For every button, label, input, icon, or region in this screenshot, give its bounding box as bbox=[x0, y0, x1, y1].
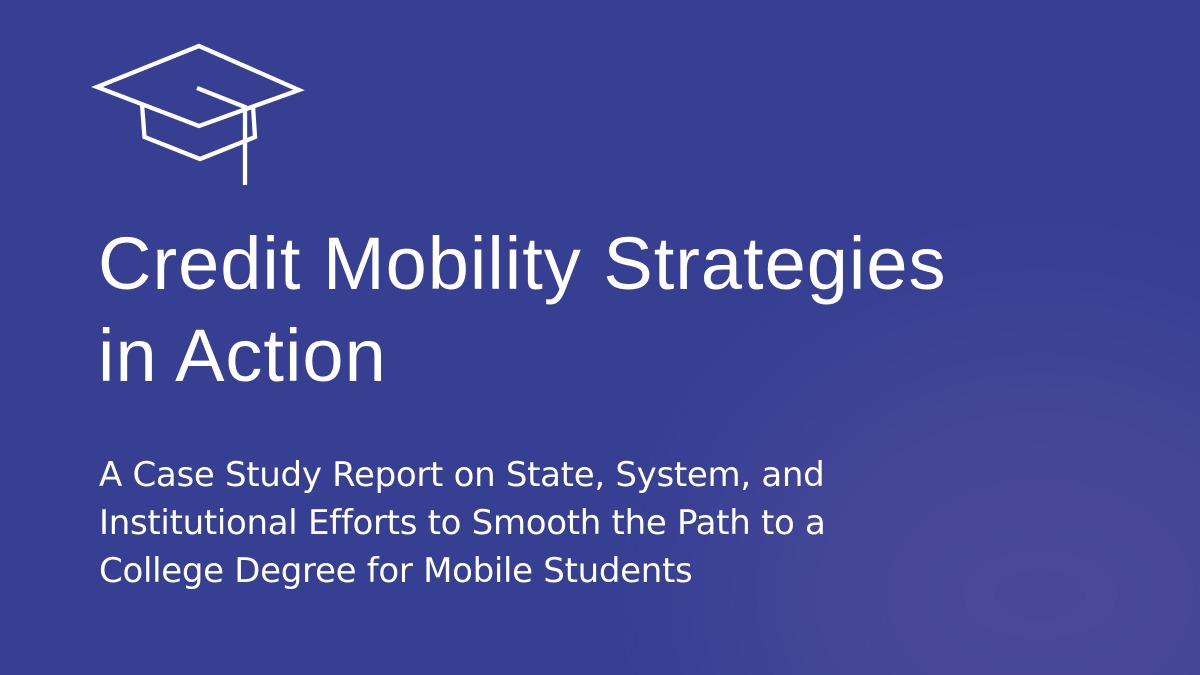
report-title-line-2: in Action bbox=[98, 314, 387, 397]
cap-board bbox=[97, 46, 299, 126]
report-subtitle-line-1: A Case Study Report on State, System, and bbox=[99, 455, 825, 495]
cap-tassel bbox=[197, 88, 245, 185]
report-subtitle bbox=[99, 451, 826, 595]
graduation-cap-icon bbox=[85, 35, 315, 195]
report-subtitle-line-2: Institutional Efforts to Smooth the Path to a bbox=[99, 503, 826, 543]
report-title bbox=[98, 218, 947, 402]
report-title-line-1: Credit Mobility Strategies bbox=[98, 222, 947, 305]
report-subtitle-line-3: College Degree for Mobile Students bbox=[99, 551, 693, 591]
